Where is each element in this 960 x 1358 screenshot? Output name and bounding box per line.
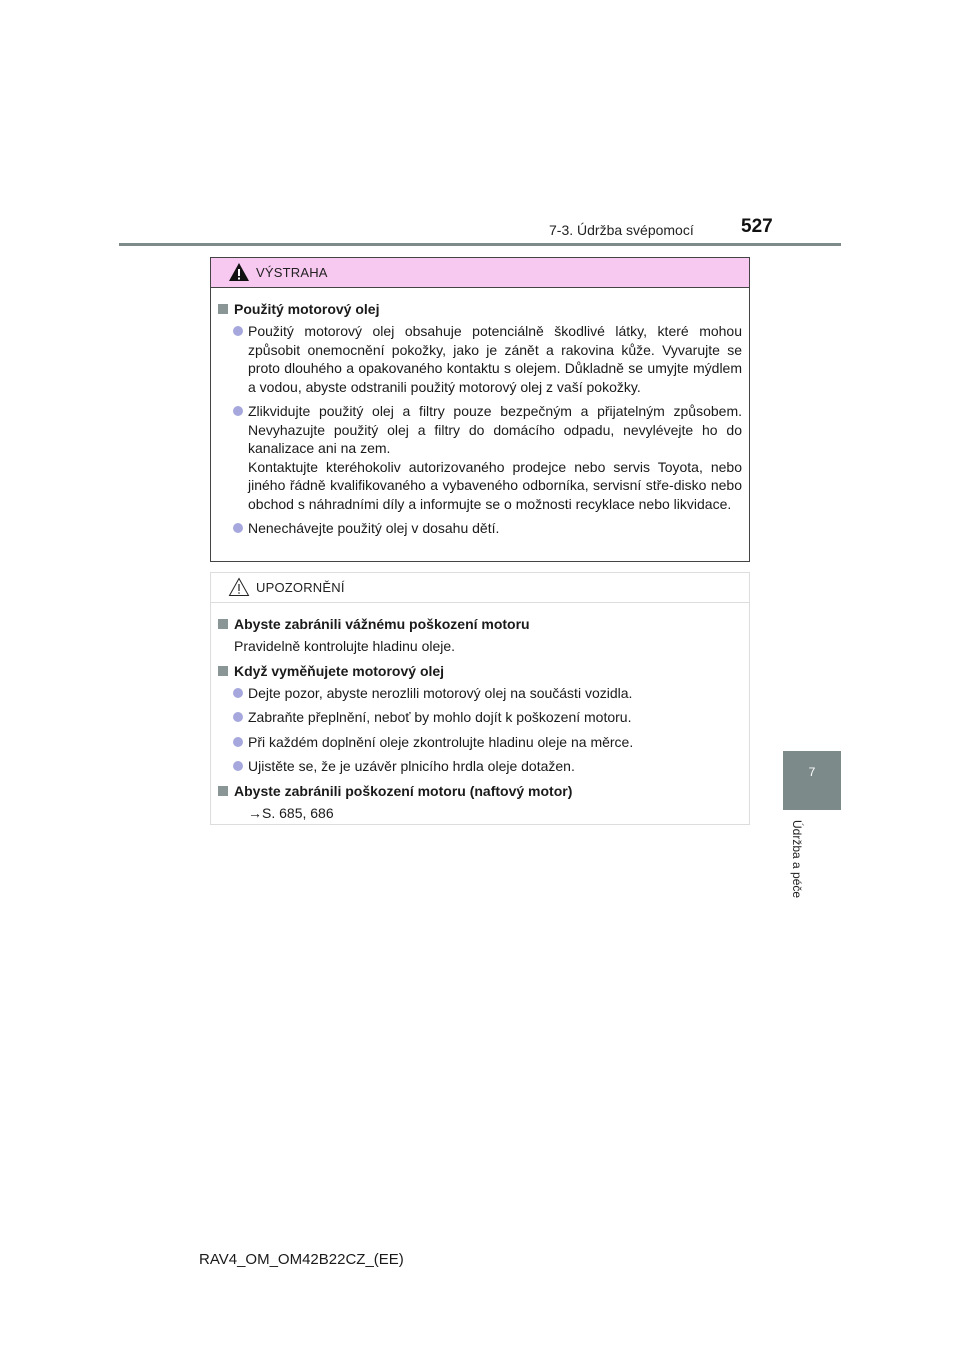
notice-box (210, 572, 750, 825)
warning-body (211, 288, 749, 538)
list-item-text: Zabraňte přeplnění, neboť by mohlo dojít k poškození motoru. (248, 709, 632, 725)
arrow-right-icon: → (248, 804, 262, 821)
notice-text: Pravidelně kontrolujte hladinu oleje. (234, 638, 456, 654)
circle-bullet-icon (233, 406, 243, 416)
list-item (218, 757, 742, 776)
notice-heading-text: Když vyměňujete motorový olej (234, 662, 445, 679)
section-title: 7-3. Údržba svépomocí (549, 222, 694, 238)
warning-triangle-outline-icon (228, 577, 250, 602)
list-item (218, 402, 742, 513)
list-item-text: Dejte pozor, abyste nerozlili motorový olej na součásti vozidla. (248, 684, 633, 701)
square-bullet-icon (218, 786, 228, 796)
notice-heading-text: Abyste zabránili poškození motoru (naftový motor) (234, 782, 573, 799)
notice-heading-text: Abyste zabránili vážnému poškození motoru (234, 616, 530, 632)
list-item (218, 684, 742, 703)
page-reference-text: S. 685, 686 (262, 804, 334, 821)
warning-header (211, 258, 749, 288)
notice-header (211, 573, 749, 603)
header-divider (119, 243, 841, 246)
page-number: 527 (741, 216, 773, 237)
list-item-text: Nenechávejte použitý olej v dosahu dětí. (248, 520, 500, 536)
warning-triangle-filled-icon (228, 262, 250, 287)
warning-box (210, 257, 750, 562)
circle-bullet-icon (233, 737, 243, 747)
square-bullet-icon (218, 619, 228, 629)
circle-bullet-icon (233, 326, 243, 336)
list-item (218, 733, 742, 752)
list-item (218, 708, 742, 727)
page-reference[interactable] (218, 804, 742, 823)
warning-heading (218, 300, 742, 318)
chapter-label: Údržba a péče (790, 820, 804, 899)
list-item-text: Použitý motorový olej obsahuje potenciálně škodlivé látky, které mohou způsobit onemocnění pokožky, jako je zánět a rakovina kůže. Vyvarujte se proto dlouhého a opakovaného kontaktu s olejem. Důkladně se umyjte mýdlem a vodou, abyste odstranili použitý motorový olej z vaší pokožky. (248, 323, 742, 395)
square-bullet-icon (218, 666, 228, 676)
list-item (218, 519, 742, 538)
circle-bullet-icon (233, 712, 243, 722)
list-item-text: Při každém doplnění oleje zkontrolujte hladinu oleje na měrce. (248, 733, 634, 750)
notice-heading-3 (218, 782, 742, 800)
notice-heading-1 (218, 615, 742, 633)
document-code: RAV4_OM_OM42B22CZ_(EE) (199, 1251, 404, 1268)
circle-bullet-icon (233, 761, 243, 771)
chapter-tab (783, 751, 841, 810)
warning-heading-text: Použitý motorový olej (234, 301, 380, 317)
list-item-text-continuation: Kontaktujte kteréhokoliv autorizovaného prodejce nebo servis Toyota, nebo jiného řádně kvalifikovaného a vybaveného odborníka, servisní stře-disko nebo obchod s náhradními díly a informujte se o možnosti recyklace nebo likvidace. (248, 458, 742, 512)
circle-bullet-icon (233, 688, 243, 698)
notice-heading-2 (218, 662, 742, 680)
list-item-text: Zlikvidujte použitý olej a filtry pouze bezpečným a přijatelným způsobem. Nevyhazujte použitý olej a filtry do domácího odpadu, nevylévejte ho do kanalizace ani na zem. (248, 403, 742, 456)
chapter-number: 7 (808, 765, 816, 779)
notice-body (211, 603, 749, 822)
notice-title: UPOZORNĚNÍ (256, 580, 345, 595)
circle-bullet-icon (233, 523, 243, 533)
list-item-text: Ujistěte se, že je uzávěr plnicího hrdla oleje dotažen. (248, 758, 575, 774)
list-item (218, 322, 742, 396)
square-bullet-icon (218, 304, 228, 314)
warning-title: VÝSTRAHA (256, 265, 328, 280)
